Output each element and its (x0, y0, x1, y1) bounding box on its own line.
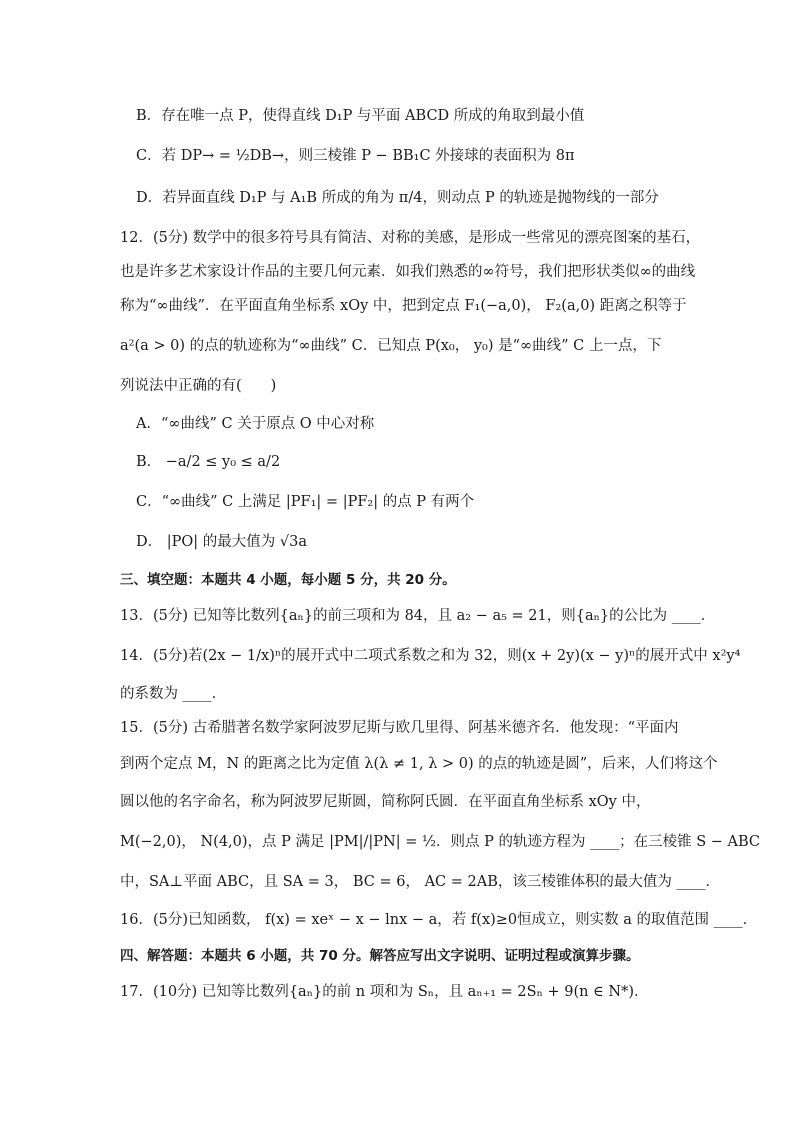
option-11c: C．若 DP→ = ½DB→，则三棱锥 P − BB₁C 外接球的表面积为 8π (136, 148, 575, 164)
q15-line1: 15．(5分) 古希腊著名数学家阿波罗尼斯与欧几里得、阿基米德齐名．他发现：“平面内 (120, 720, 679, 736)
q12-line4: a²(a > 0) 的点的轨迹称为“∞曲线” C．已知点 P(x₀， y₀) 是“∞曲线” C 上一点，下 (120, 338, 662, 354)
q15-line2: 到两个定点 M，N 的距离之比为定值 λ(λ ≠ 1, λ > 0) 的点的轨迹是圆”，后来，人们将这个 (120, 756, 718, 772)
q12-option-a: A．“∞曲线” C 关于原点 O 中心对称 (136, 416, 375, 432)
q12-line2: 也是许多艺术家设计作品的主要几何元素．如我们熟悉的∞符号，我们把形状类似∞的曲线 (120, 264, 696, 280)
q14-line1: 14．(5分)若(2x − 1/x)ⁿ的展开式中二项式系数之和为 32，则(x + 2y)(x − y)ⁿ的展开式中 x²y⁴ (120, 648, 741, 664)
section-heading-solutions: 四、解答题：本题共 6 小题，共 70 分。解答应写出文字说明、证明过程或演算步骤。 (120, 948, 640, 964)
option-12b-prev: B．存在唯一点 P，使得直线 D₁P 与平面 ABCD 所成的角取到最小值 (136, 108, 585, 124)
q16: 16．(5分)已知函数， f(x) = xeˣ − x − lnx − a，若 f(x)≥0恒成立，则实数 a 的取值范围 ____． (120, 912, 758, 928)
q12-line5: 列说法中正确的有( ) (120, 378, 277, 394)
q12-option-c: C．“∞曲线” C 上满足 |PF₁| = |PF₂| 的点 P 有两个 (136, 494, 475, 510)
q15-line5: 中，SA⊥平面 ABC，且 SA = 3， BC = 6， AC = 2AB，该三棱锥体积的最大值为 ____． (120, 874, 720, 890)
q15-line3: 圆以他的名字命名，称为阿波罗尼斯圆，简称阿氏圆．在平面直角坐标系 xOy 中， (120, 794, 651, 810)
q12-line3: 称为“∞曲线”．在平面直角坐标系 xOy 中，把到定点 F₁(−a,0)， F₂(a,0) 距离之积等于 (120, 298, 687, 314)
q12-option-b: B． −a/2 ≤ y₀ ≤ a/2 (136, 454, 281, 470)
q17: 17．(10分) 已知等比数列{aₙ}的前 n 项和为 Sₙ，且 aₙ₊₁ = 2Sₙ + 9(n ∈ N*)． (120, 984, 649, 1000)
q15-line4: M(−2,0)， N(4,0)，点 P 满足 |PM|/|PN| = ½．则点 P 的轨迹方程为 ____；在三棱锥 S − ABC (120, 834, 761, 850)
option-11d: D．若异面直线 D₁P 与 A₁B 所成的角为 π/4，则动点 P 的轨迹是抛物线的一部分 (136, 190, 659, 206)
q14-line2: 的系数为 ____． (120, 686, 227, 702)
section-heading-fill-blank: 三、填空题：本题共 4 小题，每小题 5 分，共 20 分。 (120, 572, 456, 588)
q12-option-d: D． |PO| 的最大值为 √3a (136, 534, 307, 550)
q13: 13．(5分) 已知等比数列{aₙ}的前三项和为 84，且 a₂ − a₅ = 21，则{aₙ}的公比为 ____． (120, 608, 716, 624)
q12-line1: 12．(5分) 数学中的很多符号具有简洁、对称的美感，是形成一些常见的漂亮图案的基石， (120, 230, 701, 246)
